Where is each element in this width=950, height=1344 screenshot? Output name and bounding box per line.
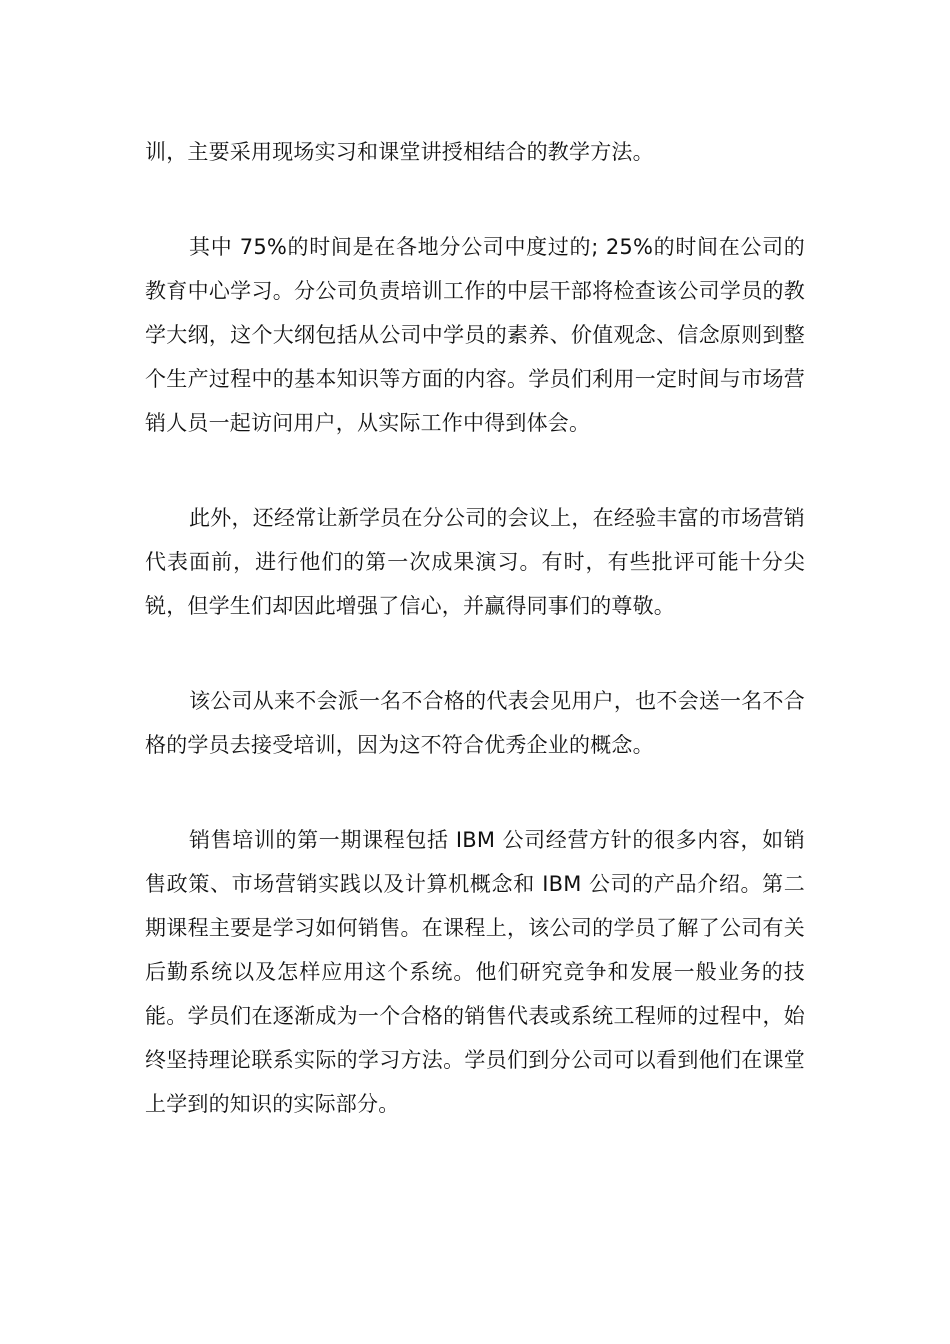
paragraph-gap: [145, 445, 805, 496]
paragraph-gap: [145, 767, 805, 818]
paragraph-gap: [145, 628, 805, 679]
paragraph-2: 其中 75%的时间是在各地分公司中度过的; 25%的时间在公司的教育中心学习。分公司负责培训工作的中层干部将检查该公司学员的教学大纲，这个大纲包括从公司中学员的素养、价值观念、信念原则到整个生产过程中的基本知识等方面的内容。学员们利用一定时间与市场营销人员一起访问用户，从实际工作中得到体会。: [145, 235, 805, 435]
paragraph-4: 该公司从来不会派一名不合格的代表会见用户，也不会送一名不合格的学员去接受培训，因为这不符合优秀企业的概念。: [145, 689, 805, 757]
document-body: [145, 130, 805, 1126]
paragraph-5: 销售培训的第一期课程包括 IBM 公司经营方针的很多内容，如销售政策、市场营销实践以及计算机概念和 IBM 公司的产品介绍。第二期课程主要是学习如何销售。在课程上，该公司的学员了解了公司有关后勤系统以及怎样应用这个系统。他们研究竞争和发展一般业务的技能。学员们在逐渐成为一个合格的销售代表或系统工程师的过程中，始终坚持理论联系实际的学习方法。学员们到分公司可以看到他们在课堂上学到的知识的实际部分。: [145, 828, 805, 1116]
paragraph-gap: [145, 174, 805, 225]
paragraph-3: 此外，还经常让新学员在分公司的会议上，在经验丰富的市场营销代表面前，进行他们的第一次成果演习。有时，有些批评可能十分尖锐，但学生们却因此增强了信心，并赢得同事们的尊敬。: [145, 506, 805, 618]
paragraph-1: 训，主要采用现场实习和课堂讲授相结合的教学方法。: [145, 140, 654, 164]
